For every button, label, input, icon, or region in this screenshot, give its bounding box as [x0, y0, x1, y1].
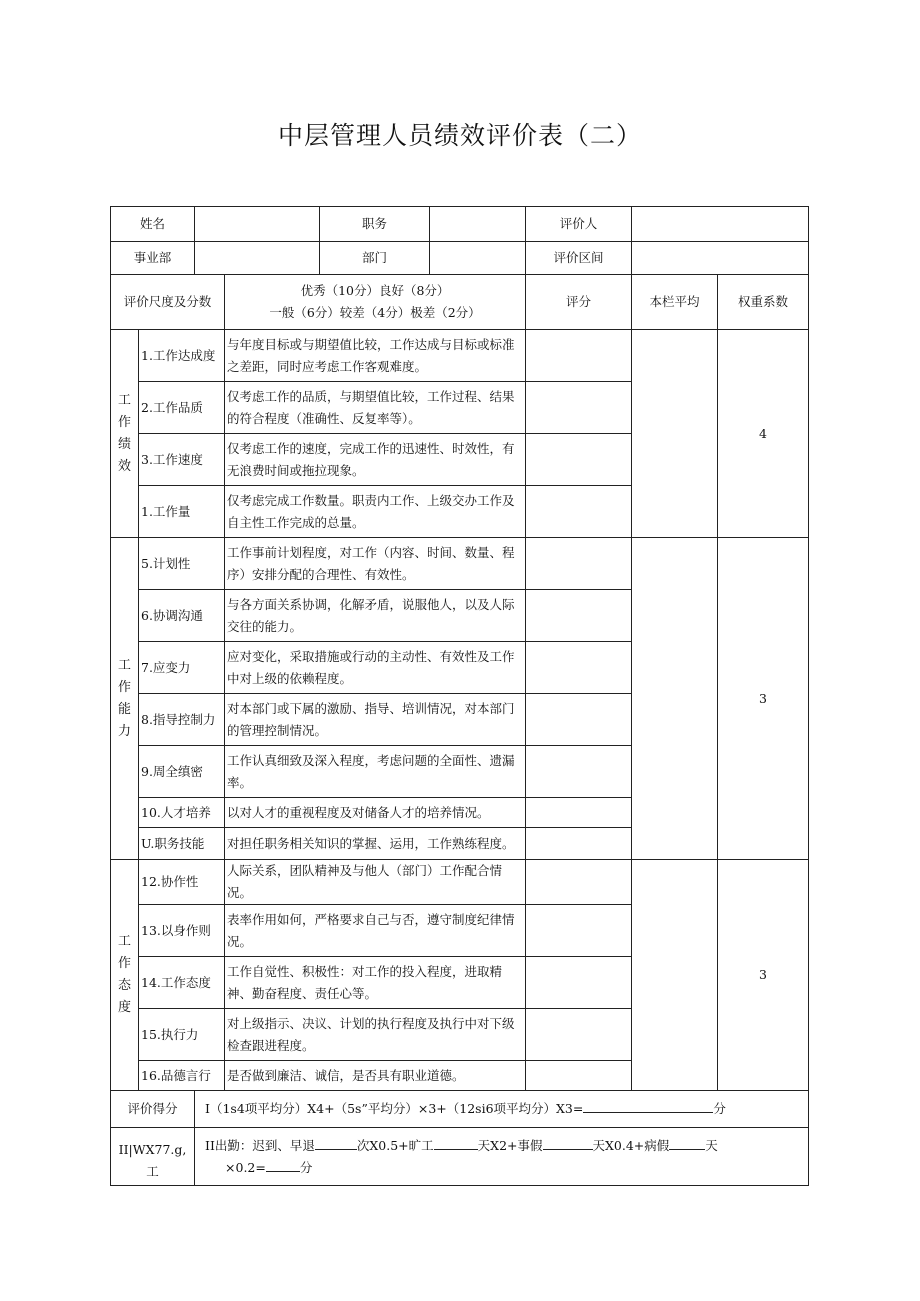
department-field[interactable] — [430, 242, 526, 275]
category-attitude: 工作态度 — [111, 860, 139, 1091]
criteria-row — [111, 330, 809, 382]
name-field[interactable] — [195, 207, 320, 242]
weight-value: 4 — [718, 330, 809, 538]
score-cell[interactable] — [526, 746, 632, 798]
criteria-name: 3.工作速度 — [139, 434, 225, 486]
criteria-name: 16.品德言行 — [139, 1061, 225, 1091]
sick-leave-blank[interactable] — [669, 1135, 705, 1150]
criteria-name: 8.指导控制力 — [139, 694, 225, 746]
scale-label: 评价尺度及分数 — [111, 275, 225, 330]
criteria-name: U.职务技能 — [139, 828, 225, 860]
criteria-description: 以对人才的重视程度及对储备人才的培养情况。 — [225, 798, 526, 828]
score-cell[interactable] — [526, 590, 632, 642]
score-cell[interactable] — [526, 434, 632, 486]
category-performance: 工作绩效 — [111, 330, 139, 538]
score-cell[interactable] — [526, 642, 632, 694]
criteria-row — [111, 860, 809, 905]
criteria-description: 对本部门或下属的激励、指导、培训情况，对本部门的管理控制情况。 — [225, 694, 526, 746]
score-cell[interactable] — [526, 538, 632, 590]
late-count-blank[interactable] — [315, 1135, 357, 1150]
total-score-formula — [195, 1091, 809, 1128]
average-cell[interactable] — [632, 330, 718, 538]
personal-leave-blank[interactable] — [543, 1135, 593, 1150]
average-cell[interactable] — [632, 538, 718, 860]
criteria-name: 1.工作量 — [139, 486, 225, 538]
attendance-formula — [195, 1128, 809, 1186]
evaluator-field[interactable] — [632, 207, 809, 242]
criteria-name: 15.执行力 — [139, 1009, 225, 1061]
score-cell[interactable] — [526, 798, 632, 828]
division-label: 事业部 — [111, 242, 195, 275]
attendance-text-d: 天X0.4+病假 — [592, 1137, 670, 1153]
criteria-name: 7.应变力 — [139, 642, 225, 694]
page-title: 中层管理人员绩效评价表（二） — [277, 121, 642, 150]
weight-value: 3 — [718, 860, 809, 1091]
total-score-label: 评价得分 — [111, 1091, 195, 1128]
attendance-text-a: II出勤：迟到、早退 — [205, 1137, 315, 1153]
category-ability: 工作能力 — [111, 538, 139, 860]
criteria-description: 表率作用如何，严格要求自己与否，遵守制度纪律情况。 — [225, 905, 526, 957]
scale-line-1: 优秀（10分）良好（8分） — [300, 283, 450, 298]
criteria-description: 仅考虑完成工作数量。职责内工作、上级交办工作及自主性工作完成的总量。 — [225, 486, 526, 538]
formula-unit: 分 — [713, 1101, 726, 1116]
score-cell[interactable] — [526, 860, 632, 905]
attendance-result-blank[interactable] — [266, 1157, 300, 1172]
criteria-name: 1.工作达成度 — [139, 330, 225, 382]
criteria-name: 9.周全缜密 — [139, 746, 225, 798]
criteria-description: 对上级指示、决议、计划的执行程度及执行中对下级检查跟进程度。 — [225, 1009, 526, 1061]
attendance-text-c: 天X2+事假 — [477, 1137, 543, 1153]
division-field[interactable] — [195, 242, 320, 275]
scale-description — [225, 275, 526, 330]
criteria-row — [111, 538, 809, 590]
average-header: 本栏平均 — [632, 275, 718, 330]
criteria-name: 14.工作态度 — [139, 957, 225, 1009]
scale-line-2: 一般（6分）较差（4分）极差（2分） — [269, 305, 481, 320]
criteria-name: 5.计划性 — [139, 538, 225, 590]
formula-text: I（1s4项平均分）X4+（5s”平均分）×3+（12si6项平均分）X3= — [205, 1101, 584, 1116]
attendance-unit: 分 — [299, 1159, 313, 1175]
name-label: 姓名 — [111, 207, 195, 242]
department-label: 部门 — [320, 242, 430, 275]
score-cell[interactable] — [526, 486, 632, 538]
score-cell[interactable] — [526, 828, 632, 860]
weight-header: 权重系数 — [718, 275, 809, 330]
attendance-text-b: 次X0.5+旷工 — [356, 1137, 434, 1153]
criteria-name: 12.协作性 — [139, 860, 225, 905]
score-cell[interactable] — [526, 382, 632, 434]
score-cell[interactable] — [526, 330, 632, 382]
average-cell[interactable] — [632, 860, 718, 1091]
criteria-description: 是否做到廉洁、诚信，是否具有职业道德。 — [225, 1061, 526, 1091]
criteria-description: 工作自觉性、积极性：对工作的投入程度，进取精神、勤奋程度、责任心等。 — [225, 957, 526, 1009]
criteria-name: 2.工作品质 — [139, 382, 225, 434]
criteria-name: 6.协调沟通 — [139, 590, 225, 642]
criteria-description: 对担任职务相关知识的掌握、运用，工作熟练程度。 — [225, 828, 526, 860]
criteria-description: 与年度目标或与期望值比较，工作达成与目标或标准之差距，同时应考虑工作客观难度。 — [225, 330, 526, 382]
position-field[interactable] — [430, 207, 526, 242]
total-score-blank[interactable] — [583, 1098, 713, 1113]
weight-value: 3 — [718, 538, 809, 860]
criteria-name: 10.人才培养 — [139, 798, 225, 828]
score-header: 评分 — [526, 275, 632, 330]
score-cell[interactable] — [526, 957, 632, 1009]
score-cell[interactable] — [526, 905, 632, 957]
criteria-description: 工作事前计划程度，对工作（内容、时间、数量、程序）安排分配的合理性、有效性。 — [225, 538, 526, 590]
criteria-description: 应对变化，采取措施或行动的主动性、有效性及工作中对上级的依赖程度。 — [225, 642, 526, 694]
position-label: 职务 — [320, 207, 430, 242]
criteria-description: 工作认真细致及深入程度，考虑问题的全面性、遗漏率。 — [225, 746, 526, 798]
criteria-name: 13.以身作则 — [139, 905, 225, 957]
score-cell[interactable] — [526, 694, 632, 746]
attendance-text-f: ×0.2= — [225, 1159, 266, 1175]
score-cell[interactable] — [526, 1009, 632, 1061]
evaluator-label: 评价人 — [526, 207, 632, 242]
evaluation-table — [110, 206, 809, 1186]
period-field[interactable] — [632, 242, 809, 275]
attendance-text-e: 天 — [705, 1137, 718, 1153]
criteria-description: 人际关系，团队精神及与他人（部门）工作配合情况。 — [225, 860, 526, 905]
criteria-description: 与各方面关系协调，化解矛盾，说服他人，以及人际交往的能力。 — [225, 590, 526, 642]
absence-days-blank[interactable] — [434, 1135, 478, 1150]
criteria-description: 仅考虑工作的品质，与期望值比较，工作过程、结果的符合程度（准确性、反复率等）。 — [225, 382, 526, 434]
attendance-label: II|WX77.g,工 — [111, 1128, 195, 1186]
criteria-description: 仅考虑工作的速度，完成工作的迅速性、时效性，有无浪费时间或拖拉现象。 — [225, 434, 526, 486]
score-cell[interactable] — [526, 1061, 632, 1091]
period-label: 评价区间 — [526, 242, 632, 275]
